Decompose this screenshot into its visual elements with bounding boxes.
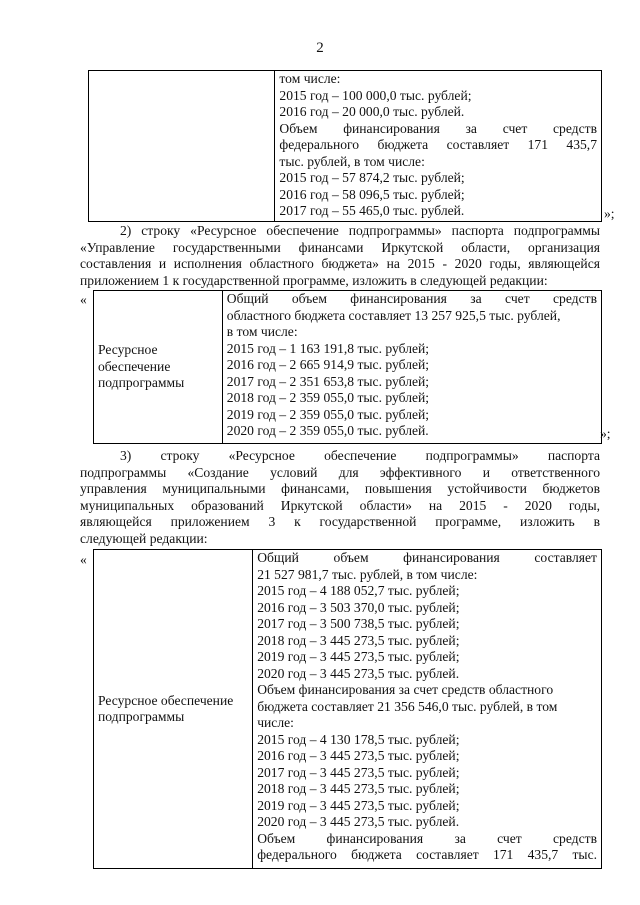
- text-line: 2017 год – 2 351 653,8 тыс. рублей;: [226, 373, 430, 389]
- text-line: 2017 год – 55 465,0 тыс. рублей.: [279, 203, 465, 218]
- text-line: в том числе:: [226, 324, 298, 339]
- text-line: 2019 год – 3 445 273,5 тыс. рублей;: [257, 797, 460, 813]
- text-line: 2020 год – 3 445 273,5 тыс. рублей.: [257, 665, 460, 681]
- text-line: 2018 год – 2 359 055,0 тыс. рублей;: [226, 390, 430, 405]
- text-line: 2) строку «Ресурсное обеспечение подпрограммы» паспорта подпрограммы: [120, 223, 600, 238]
- table-continuation: [88, 70, 602, 222]
- table-label-cell: [94, 550, 253, 869]
- text-line: Ресурсное обеспечение: [98, 692, 234, 708]
- text-line: 2016 год – 2 665 914,9 тыс. рублей;: [226, 357, 430, 372]
- text-line: 2015 год – 4 188 052,7 тыс. рублей;: [257, 583, 460, 598]
- text-line: 2018 год – 3 445 273,5 тыс. рублей;: [257, 781, 460, 796]
- opening-quote-mark: «: [80, 292, 87, 307]
- text-line: 2019 год – 3 445 273,5 тыс. рублей;: [257, 649, 460, 664]
- text-line: являющейся приложением 3 к государственной программе, изложить в: [80, 514, 600, 529]
- text-line: 21 527 981,7 тыс. рублей, в том числе:: [257, 566, 478, 582]
- text-line: 2019 год – 2 359 055,0 тыс. рублей;: [226, 406, 430, 422]
- page-number: 2: [316, 40, 324, 56]
- text-line: федерального бюджета составляет 171 435,7 тыс.: [257, 847, 597, 862]
- text-line: подпрограммы «Создание условий для эффективного и ответственного: [80, 464, 600, 480]
- text-line: 2016 год – 58 096,5 тыс. рублей;: [279, 186, 465, 202]
- closing-quote-mark: »;: [604, 206, 615, 221]
- text-line: муниципальных образований Иркутской области» на 2015 - 2020 годы,: [80, 497, 600, 513]
- opening-quote-mark: «: [80, 552, 87, 567]
- text-line: 2017 год – 3 445 273,5 тыс. рублей;: [257, 764, 460, 780]
- text-line: 2017 год – 3 500 738,5 тыс. рублей;: [257, 616, 460, 631]
- table-value-cell: [222, 291, 601, 444]
- text-line: 2016 год – 20 000,0 тыс. рублей.: [279, 104, 465, 119]
- text-line: подпрограммы: [98, 375, 185, 391]
- text-line: числе:: [257, 715, 294, 730]
- text-line: 3) строку «Ресурсное обеспечение подпрограммы» паспорта: [120, 448, 600, 463]
- text-line: Ресурсное: [98, 342, 158, 358]
- table-resource-provision-3: [93, 549, 602, 869]
- text-line: Объем финансирования за счет средств: [279, 120, 597, 136]
- text-line: 2015 год – 100 000,0 тыс. рублей;: [279, 87, 472, 103]
- text-line: областного бюджета составляет 13 257 925,5 тыс. рублей,: [226, 307, 561, 323]
- table-continuation-left-cell: [89, 71, 275, 222]
- closing-quote-mark: »;: [600, 426, 611, 441]
- text-line: подпрограммы: [98, 709, 185, 724]
- text-line: бюджета составляет 21 356 546,0 тыс. рублей, в том: [257, 698, 558, 714]
- table-value-cell: [253, 550, 602, 869]
- text-line: Объем финансирования за счет средств: [257, 830, 597, 846]
- text-line: 2020 год – 2 359 055,0 тыс. рублей.: [226, 423, 429, 438]
- text-line: том числе:: [279, 71, 341, 86]
- text-line: 2015 год – 1 163 191,8 тыс. рублей;: [226, 340, 430, 356]
- text-line: Общий объем финансирования за счет средств: [226, 291, 597, 306]
- text-line: «Управление государственными финансами Иркутской области, организация: [80, 239, 600, 255]
- text-line: федерального бюджета составляет 171 435,7: [279, 137, 597, 152]
- text-line: тыс. рублей, в том числе:: [279, 153, 425, 169]
- text-line: управления муниципальными финансами, повышения устойчивости бюджетов: [80, 481, 600, 496]
- text-line: следующей редакции:: [80, 530, 208, 546]
- paragraph-item-2: [80, 223, 600, 289]
- table-resource-provision-1: [93, 290, 602, 444]
- text-line: Объем финансирования за счет средств областного: [257, 682, 554, 697]
- paragraph-item-3: [80, 448, 600, 547]
- text-line: 2015 год – 57 874,2 тыс. рублей;: [279, 170, 465, 185]
- text-line: 2016 год – 3 503 370,0 тыс. рублей;: [257, 599, 460, 615]
- text-line: составления и исполнения областного бюджета» на 2015 - 2020 годы, являющейся: [80, 256, 600, 271]
- text-line: Общий объем финансирования составляет: [257, 550, 597, 565]
- text-line: обеспечение: [98, 358, 171, 374]
- table-continuation-right-cell: [275, 71, 602, 222]
- text-line: приложением 1 к государственной программе, изложить в следующей редакции:: [80, 272, 548, 288]
- text-line: 2018 год – 3 445 273,5 тыс. рублей;: [257, 632, 460, 648]
- text-line: 2015 год – 4 130 178,5 тыс. рублей;: [257, 731, 460, 747]
- text-line: 2016 год – 3 445 273,5 тыс. рублей;: [257, 748, 460, 763]
- text-line: 2020 год – 3 445 273,5 тыс. рублей.: [257, 814, 460, 829]
- table-label-cell: [94, 291, 223, 444]
